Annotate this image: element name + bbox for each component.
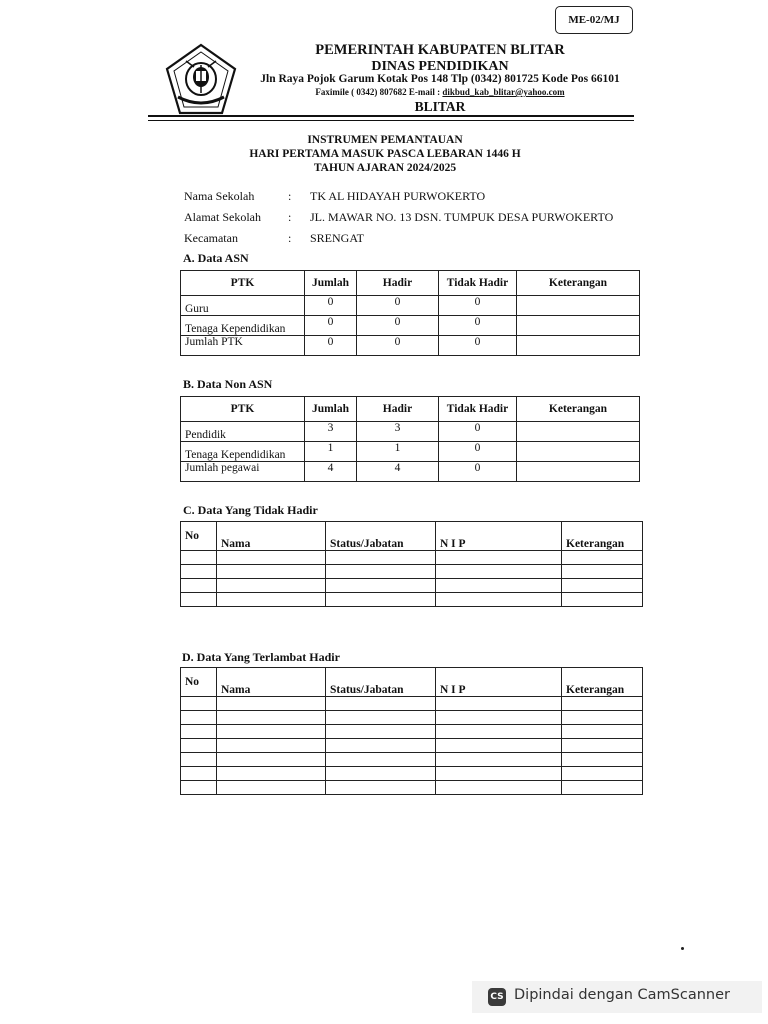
- table-cell: 4: [357, 462, 439, 482]
- column-header: Hadir: [357, 271, 439, 296]
- asn-table: [180, 270, 640, 356]
- table-header-row: [181, 397, 640, 422]
- table-cell: [181, 767, 217, 781]
- table-cell: [562, 579, 643, 593]
- table-cell: 3: [357, 422, 439, 442]
- fax-label: Faximile ( 0342) 807682 E-mail :: [315, 87, 443, 97]
- table-cell: [217, 753, 326, 767]
- table-cell: Pendidik: [181, 422, 305, 442]
- column-header: Status/Jabatan: [326, 522, 436, 551]
- table-cell: [326, 697, 436, 711]
- document-subtitle: HARI PERTAMA MASUK PASCA LEBARAN 1446 H: [249, 148, 521, 160]
- letterhead-contact: [250, 87, 630, 97]
- table-row: [181, 296, 640, 316]
- table-cell: 0: [439, 316, 517, 336]
- table-cell: [562, 593, 643, 607]
- camscanner-watermark: [472, 981, 762, 1013]
- scan-speck: [681, 947, 684, 950]
- table-cell: [562, 767, 643, 781]
- table-cell: [181, 565, 217, 579]
- late-staff-table: [180, 667, 643, 795]
- table-cell: [217, 697, 326, 711]
- table-cell: 0: [357, 316, 439, 336]
- table-cell: [181, 551, 217, 565]
- academic-year: TAHUN AJARAN 2024/2025: [313, 162, 457, 174]
- column-header: Status/Jabatan: [326, 668, 436, 697]
- table-cell: 0: [305, 316, 357, 336]
- table-row: [181, 422, 640, 442]
- table-cell: [436, 725, 562, 739]
- table-cell: [517, 422, 640, 442]
- table-row: [181, 697, 643, 711]
- section-b-title: B. Data Non ASN: [183, 377, 273, 391]
- column-header: Jumlah: [305, 397, 357, 422]
- table-cell: [436, 781, 562, 795]
- table-cell: [217, 739, 326, 753]
- letterhead-department: DINAS PENDIDIKAN: [371, 59, 509, 74]
- table-cell: [562, 753, 643, 767]
- table-cell: [326, 551, 436, 565]
- table-header-row: [181, 668, 643, 697]
- table-cell: [217, 579, 326, 593]
- table-cell: 0: [357, 296, 439, 316]
- table-cell: 1: [357, 442, 439, 462]
- school-address-row: [184, 210, 613, 225]
- table-cell: [181, 579, 217, 593]
- district-row: [184, 231, 364, 246]
- column-header: Keterangan: [562, 522, 643, 551]
- table-cell: 0: [439, 422, 517, 442]
- table-cell: [217, 565, 326, 579]
- table-cell: 0: [439, 336, 517, 356]
- table-cell: [436, 551, 562, 565]
- letterhead-rule-thick: [148, 115, 634, 117]
- column-header: N I P: [436, 668, 562, 697]
- table-cell: Jumlah pegawai: [181, 462, 305, 482]
- table-cell: [326, 565, 436, 579]
- table-row: [181, 593, 643, 607]
- column-header: Keterangan: [517, 397, 640, 422]
- table-cell: [517, 336, 640, 356]
- table-cell: [436, 767, 562, 781]
- table-cell: [217, 711, 326, 725]
- school-name-label: Nama Sekolah: [184, 189, 255, 203]
- table-cell: [436, 593, 562, 607]
- document-title: INSTRUMEN PEMANTAUAN: [307, 134, 463, 146]
- column-header: Keterangan: [562, 668, 643, 697]
- column-header: Nama: [217, 668, 326, 697]
- table-cell: [562, 697, 643, 711]
- table-cell: [436, 711, 562, 725]
- table-cell: [436, 565, 562, 579]
- camscanner-logo-icon: CS: [488, 988, 506, 1006]
- table-cell: 0: [439, 296, 517, 316]
- email-link[interactable]: dikbud_kab_blitar@yahoo.com: [442, 87, 565, 97]
- table-row: [181, 565, 643, 579]
- table-cell: [562, 565, 643, 579]
- table-row: [181, 767, 643, 781]
- separator: :: [288, 231, 292, 245]
- school-address-label: Alamat Sekolah: [184, 210, 261, 224]
- table-cell: [217, 781, 326, 795]
- table-row: [181, 462, 640, 482]
- table-cell: [562, 711, 643, 725]
- table-cell: 1: [305, 442, 357, 462]
- absent-staff-table: [180, 521, 643, 607]
- letterhead-city: BLITAR: [414, 99, 466, 114]
- table-cell: [217, 767, 326, 781]
- separator: :: [288, 189, 292, 203]
- table-cell: Tenaga Kependidikan: [181, 316, 305, 336]
- school-name-row: [184, 189, 485, 204]
- table-row: [181, 781, 643, 795]
- table-row: [181, 725, 643, 739]
- table-cell: [326, 711, 436, 725]
- table-cell: Tenaga Kependidikan: [181, 442, 305, 462]
- table-cell: [181, 711, 217, 725]
- section-d-title: D. Data Yang Terlambat Hadir: [182, 650, 340, 664]
- school-name-value: TK AL HIDAYAH PURWOKERTO: [310, 189, 486, 203]
- camscanner-text: Dipindai dengan CamScanner: [514, 987, 731, 1003]
- column-header: No: [181, 522, 217, 551]
- column-header: PTK: [181, 397, 305, 422]
- table-cell: 0: [439, 442, 517, 462]
- table-row: [181, 442, 640, 462]
- column-header: Tidak Hadir: [439, 271, 517, 296]
- separator: :: [288, 210, 292, 224]
- non-asn-table: [180, 396, 640, 482]
- table-cell: [181, 697, 217, 711]
- table-row: [181, 336, 640, 356]
- table-cell: [181, 593, 217, 607]
- table-cell: Jumlah PTK: [181, 336, 305, 356]
- table-cell: [517, 462, 640, 482]
- blitar-regency-emblem-icon: [164, 43, 238, 115]
- table-cell: 3: [305, 422, 357, 442]
- table-cell: [562, 725, 643, 739]
- table-row: [181, 711, 643, 725]
- letterhead-address: Jln Raya Pojok Garum Kotak Pos 148 Tlp (0342) 801725 Kode Pos 66101: [260, 73, 620, 85]
- table-cell: 0: [439, 462, 517, 482]
- table-cell: [562, 781, 643, 795]
- table-cell: [181, 725, 217, 739]
- table-cell: [217, 551, 326, 565]
- table-cell: [326, 593, 436, 607]
- table-cell: 0: [305, 336, 357, 356]
- table-cell: [562, 739, 643, 753]
- column-header: Jumlah: [305, 271, 357, 296]
- table-cell: [436, 697, 562, 711]
- table-row: [181, 753, 643, 767]
- table-cell: [326, 579, 436, 593]
- table-row: [181, 579, 643, 593]
- table-cell: [217, 725, 326, 739]
- table-cell: 0: [357, 336, 439, 356]
- letterhead-rule-thin: [148, 120, 634, 121]
- table-cell: [326, 753, 436, 767]
- table-cell: [517, 442, 640, 462]
- column-header: N I P: [436, 522, 562, 551]
- table-cell: [436, 753, 562, 767]
- column-header: Nama: [217, 522, 326, 551]
- table-cell: [326, 781, 436, 795]
- table-header-row: [181, 271, 640, 296]
- column-header: Tidak Hadir: [439, 397, 517, 422]
- table-cell: [181, 753, 217, 767]
- table-cell: [517, 296, 640, 316]
- table-cell: [562, 551, 643, 565]
- district-label: Kecamatan: [184, 231, 238, 245]
- column-header: PTK: [181, 271, 305, 296]
- column-header: Hadir: [357, 397, 439, 422]
- district-value: SRENGAT: [310, 231, 365, 245]
- letterhead-government: PEMERINTAH KABUPATEN BLITAR: [315, 42, 565, 58]
- table-row: [181, 551, 643, 565]
- table-cell: [217, 593, 326, 607]
- form-code-badge: ME-02/MJ: [555, 6, 633, 34]
- table-row: [181, 739, 643, 753]
- column-header: No: [181, 668, 217, 697]
- section-a-title: A. Data ASN: [183, 251, 249, 265]
- table-cell: [326, 739, 436, 753]
- table-cell: 4: [305, 462, 357, 482]
- table-cell: Guru: [181, 296, 305, 316]
- table-cell: [436, 579, 562, 593]
- table-cell: 0: [305, 296, 357, 316]
- table-cell: [326, 767, 436, 781]
- table-cell: [181, 739, 217, 753]
- column-header: Keterangan: [517, 271, 640, 296]
- table-cell: [436, 739, 562, 753]
- table-header-row: [181, 522, 643, 551]
- table-cell: [517, 316, 640, 336]
- section-c-title: C. Data Yang Tidak Hadir: [183, 503, 318, 517]
- school-address-value: JL. MAWAR NO. 13 DSN. TUMPUK DESA PURWOKERTO: [310, 210, 614, 224]
- table-cell: [326, 725, 436, 739]
- table-row: [181, 316, 640, 336]
- table-cell: [181, 781, 217, 795]
